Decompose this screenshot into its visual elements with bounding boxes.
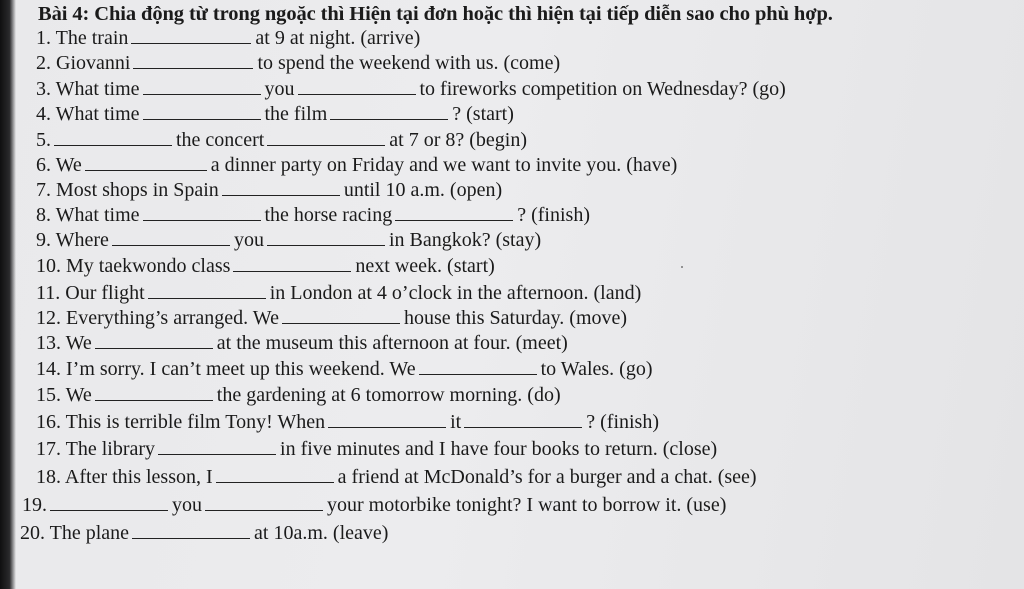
question-11	[36, 281, 641, 305]
answer-blank[interactable]	[328, 410, 446, 428]
question-number: 8.	[36, 204, 51, 226]
question-8	[36, 203, 590, 227]
question-1	[36, 26, 420, 50]
question-number: 9.	[36, 229, 51, 251]
question-number: 19.	[22, 494, 47, 516]
question-16	[36, 410, 659, 434]
question-text: a friend at McDonald’s for a burger and a chat. (see)	[337, 466, 757, 488]
question-text: We	[55, 154, 82, 176]
question-5	[36, 128, 527, 152]
question-text: Everything’s arranged. We	[66, 307, 279, 329]
question-6	[36, 153, 677, 177]
question-number: 20.	[20, 522, 45, 544]
question-text: What time	[55, 204, 140, 226]
question-text: next week. (start)	[355, 255, 495, 277]
answer-blank[interactable]	[282, 306, 400, 324]
question-15	[36, 383, 561, 407]
answer-blank[interactable]	[95, 383, 213, 401]
question-text: you	[172, 494, 202, 516]
question-text: the horse racing	[264, 204, 393, 226]
question-7	[36, 178, 502, 202]
question-text: house this Saturday. (move)	[403, 307, 628, 329]
answer-blank[interactable]	[50, 493, 168, 511]
answer-blank[interactable]	[112, 228, 230, 246]
question-text: in five minutes and I have four books to return. (close)	[280, 438, 718, 460]
answer-blank[interactable]	[267, 128, 385, 146]
question-4	[36, 102, 514, 126]
answer-blank[interactable]	[143, 77, 261, 95]
exercise-title: Bài 4: Chia động từ trong ngoặc thì Hiện tại đơn hoặc thì hiện tại tiếp diễn sao cho phù hợp.	[38, 3, 833, 25]
question-text: until 10 a.m. (open)	[343, 179, 503, 201]
answer-blank[interactable]	[205, 493, 323, 511]
question-number: 15.	[36, 384, 61, 406]
question-text: After this lesson, I	[64, 466, 213, 488]
question-text: the gardening at 6 tomorrow morning. (do)	[216, 384, 561, 406]
question-text: ? (finish)	[517, 204, 590, 226]
question-text: This is terrible film Tony! When	[65, 411, 326, 433]
question-number: 7.	[36, 179, 51, 201]
question-text: a dinner party on Friday and we want to invite you. (have)	[210, 154, 678, 176]
question-3	[36, 77, 786, 101]
page-edge-shadow	[0, 0, 16, 589]
question-text: at 9 at night. (arrive)	[255, 27, 421, 49]
answer-blank[interactable]	[395, 203, 513, 221]
question-text: Our flight	[65, 282, 145, 304]
question-number: 17.	[36, 438, 61, 460]
question-number: 16.	[36, 411, 61, 433]
answer-blank[interactable]	[216, 465, 334, 483]
answer-blank[interactable]	[267, 228, 385, 246]
question-number: 18.	[36, 466, 61, 488]
answer-blank[interactable]	[330, 102, 448, 120]
question-number: 10.	[36, 255, 61, 277]
question-number: 13.	[36, 332, 61, 354]
question-19	[22, 493, 726, 517]
answer-blank[interactable]	[158, 437, 276, 455]
question-text: The plane	[49, 522, 130, 544]
question-text: in Bangkok? (stay)	[388, 229, 542, 251]
question-text: ? (finish)	[586, 411, 660, 433]
question-number: 2.	[36, 52, 51, 74]
answer-blank[interactable]	[133, 51, 253, 69]
answer-blank[interactable]	[298, 77, 416, 95]
answer-blank[interactable]	[95, 331, 213, 349]
answer-blank[interactable]	[131, 26, 251, 44]
question-text: the film	[264, 103, 328, 125]
question-number: 12.	[36, 307, 61, 329]
question-18	[36, 465, 757, 489]
question-text: in London at 4 o’clock in the afternoon. (land)	[269, 282, 642, 304]
answer-blank[interactable]	[148, 281, 266, 299]
answer-blank[interactable]	[85, 153, 207, 171]
question-number: 11.	[36, 282, 61, 304]
paper-speck	[681, 266, 683, 268]
question-text: your motorbike tonight? I want to borrow it. (use)	[327, 494, 727, 516]
answer-blank[interactable]	[132, 521, 250, 539]
question-13	[36, 331, 568, 355]
question-text: Most shops in Spain	[56, 179, 219, 201]
question-text: I’m sorry. I can’t meet up this weekend. We	[66, 358, 416, 380]
question-number: 14.	[36, 358, 61, 380]
question-text: We	[65, 384, 92, 406]
answer-blank[interactable]	[54, 128, 172, 146]
question-text: We	[65, 332, 92, 354]
question-number: 5.	[36, 129, 51, 151]
question-text: at 7 or 8? (begin)	[389, 129, 528, 151]
answer-blank[interactable]	[419, 357, 537, 375]
question-9	[36, 228, 541, 252]
question-text: to Wales. (go)	[540, 358, 653, 380]
question-17	[36, 437, 717, 461]
question-text: The train	[55, 27, 129, 49]
question-text: ? (start)	[452, 103, 514, 125]
question-text: My taekwondo class	[66, 255, 231, 277]
question-text: at the museum this afternoon at four. (meet)	[216, 332, 568, 354]
question-number: 6.	[36, 154, 51, 176]
question-text: The library	[65, 438, 156, 460]
question-text: What time	[55, 103, 140, 125]
question-text: it	[450, 411, 462, 433]
question-text: the concert	[176, 129, 265, 151]
answer-blank[interactable]	[143, 102, 261, 120]
question-number: 1.	[36, 27, 51, 49]
question-text: to fireworks competition on Wednesday? (go)	[419, 78, 786, 100]
question-20	[20, 521, 388, 545]
question-text: Giovanni	[56, 52, 131, 74]
question-text: Where	[55, 229, 109, 251]
question-text: at 10a.m. (leave)	[254, 522, 389, 544]
answer-blank[interactable]	[143, 203, 261, 221]
question-10	[36, 254, 495, 278]
question-14	[36, 357, 652, 381]
question-text: you	[264, 78, 295, 100]
question-12	[36, 306, 627, 330]
answer-blank[interactable]	[233, 254, 351, 272]
question-number: 4.	[36, 103, 51, 125]
question-2	[36, 51, 560, 75]
answer-blank[interactable]	[222, 178, 340, 196]
question-number: 3.	[36, 78, 51, 100]
question-text: What time	[55, 78, 140, 100]
answer-blank[interactable]	[464, 410, 582, 428]
question-text: to spend the weekend with us. (come)	[257, 52, 561, 74]
question-text: you	[233, 229, 264, 251]
